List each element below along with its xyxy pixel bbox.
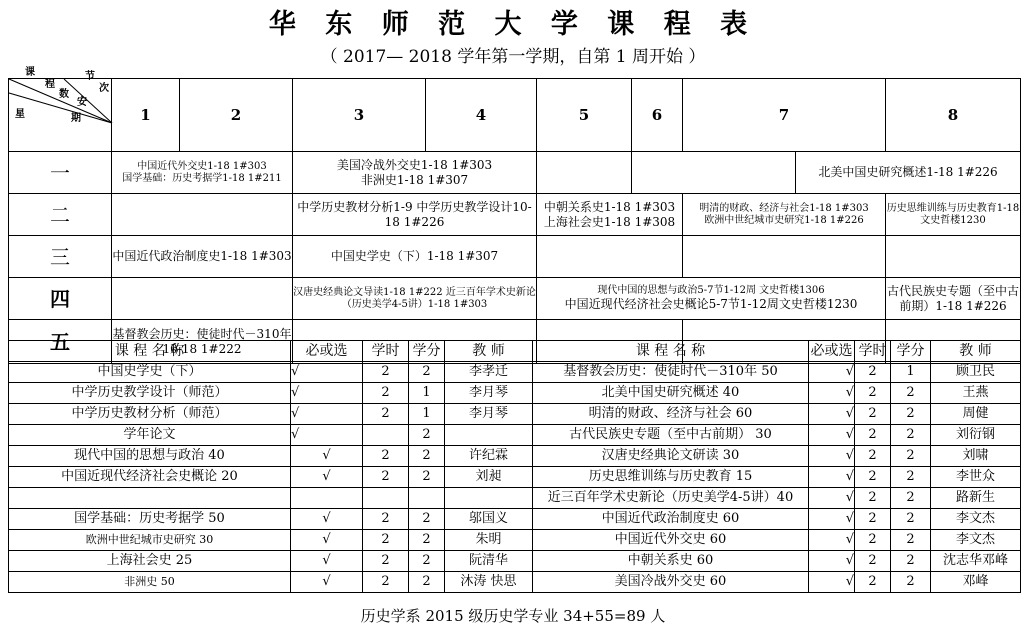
column-header-req: 必或选 bbox=[809, 341, 855, 362]
column-header-credit: 学分 bbox=[409, 341, 445, 362]
course-right-hours: 2 bbox=[855, 488, 891, 509]
schedule-cell: 中学历史教材分析1-9 中学历史教学设计10-18 1#226 bbox=[293, 194, 537, 236]
course-right-teacher: 刘啸 bbox=[931, 446, 1021, 467]
course-left-req: √ bbox=[291, 383, 363, 404]
course-right-credit: 1 bbox=[891, 362, 931, 383]
course-right-hours: 2 bbox=[855, 383, 891, 404]
course-left-req: √ bbox=[291, 551, 363, 572]
schedule-cell bbox=[112, 278, 293, 320]
course-left-req: √ bbox=[291, 530, 363, 551]
course-left-credit: 2 bbox=[409, 362, 445, 383]
course-left-credit: 2 bbox=[409, 551, 445, 572]
table-row bbox=[9, 509, 1021, 530]
schedule-cell bbox=[632, 152, 796, 194]
course-right-teacher: 李文杰 bbox=[931, 509, 1021, 530]
column-header-teacher: 教 师 bbox=[931, 341, 1021, 362]
course-right-name: 中朝关系史 60 bbox=[533, 551, 809, 572]
course-left-name: 国学基础：历史考据学 50 bbox=[9, 509, 291, 530]
course-left-hours bbox=[363, 488, 409, 509]
course-left-name: 中学历史教学设计（师范） bbox=[9, 383, 291, 404]
course-right-name: 汉唐史经典论文研读 30 bbox=[533, 446, 809, 467]
course-rows bbox=[9, 362, 1021, 593]
footer-note: 历史学系 2015 级历史学专业 34+55=89 人 bbox=[360, 607, 666, 625]
course-right-name: 明清的财政、经济与社会 60 bbox=[533, 404, 809, 425]
course-right-credit: 2 bbox=[891, 404, 931, 425]
corner-label: 程 bbox=[45, 79, 55, 90]
course-right-name: 中国近代政治制度史 60 bbox=[533, 509, 809, 530]
course-left-name: 学年论文 bbox=[9, 425, 291, 446]
course-left-name: 非洲史 50 bbox=[9, 572, 291, 593]
course-left-name: 欧洲中世纪城市史研究 30 bbox=[9, 530, 291, 551]
course-left-hours: 2 bbox=[363, 383, 409, 404]
course-right-req: √ bbox=[809, 572, 855, 593]
course-right-hours: 2 bbox=[855, 572, 891, 593]
table-row bbox=[9, 362, 1021, 383]
course-left-req bbox=[291, 488, 363, 509]
course-right-req: √ bbox=[809, 404, 855, 425]
page-subtitle: （ 2017— 2018 学年第一学期，自第 1 周开始 ） bbox=[320, 47, 706, 67]
column-header-teacher: 教 师 bbox=[445, 341, 533, 362]
course-right-hours: 2 bbox=[855, 362, 891, 383]
course-right-name: 中国近代外交史 60 bbox=[533, 530, 809, 551]
course-left-name: 现代中国的思想与政治 40 bbox=[9, 446, 291, 467]
course-left-req: √ bbox=[291, 404, 363, 425]
course-entry: 非洲史1-18 1#307 bbox=[360, 172, 469, 187]
schedule-cell: 基督教会历史：使徒时代－310年10-18 1#222 bbox=[112, 320, 293, 364]
course-right-teacher: 邓峰 bbox=[931, 572, 1021, 593]
course-left-credit: 1 bbox=[409, 404, 445, 425]
column-header-credit: 学分 bbox=[891, 341, 931, 362]
course-right-name: 历史思维训练与历史教育 15 bbox=[533, 467, 809, 488]
course-right-name: 古代民族史专题（至中古前期） 30 bbox=[533, 425, 809, 446]
course-entry: 中朝关系史1-18 1#303 bbox=[543, 200, 676, 215]
schedule-cell bbox=[112, 152, 293, 194]
period-header: 7 bbox=[683, 79, 886, 152]
period-header: 6 bbox=[632, 79, 683, 152]
course-right-hours: 2 bbox=[855, 509, 891, 530]
schedule-cell: 古代民族史专题（至中古前期）1-18 1#226 bbox=[886, 278, 1021, 320]
period-header: 5 bbox=[537, 79, 632, 152]
course-left-req: √ bbox=[291, 467, 363, 488]
schedule-cell: 中国近代政治制度史1-18 1#303 bbox=[112, 236, 293, 278]
course-right-credit: 2 bbox=[891, 551, 931, 572]
course-left-teacher: 李月琴 bbox=[445, 404, 533, 425]
course-right-teacher: 李世众 bbox=[931, 467, 1021, 488]
course-right-req: √ bbox=[809, 425, 855, 446]
schedule-cell bbox=[886, 236, 1021, 278]
schedule-cell bbox=[537, 278, 886, 320]
day-label: 三 bbox=[9, 236, 112, 278]
course-right-credit: 2 bbox=[891, 446, 931, 467]
course-right-req: √ bbox=[809, 488, 855, 509]
day-label: 五 bbox=[9, 320, 112, 364]
course-left-hours: 2 bbox=[363, 530, 409, 551]
corner-label: 课 bbox=[25, 67, 35, 78]
schedule-cell bbox=[112, 194, 293, 236]
corner-label: 期 bbox=[71, 113, 81, 124]
course-entry: 中国近现代经济社会史概论5-7节1-12周文史哲楼1230 bbox=[564, 297, 858, 312]
course-list-table bbox=[8, 340, 1021, 593]
course-left-hours: 2 bbox=[363, 551, 409, 572]
course-right-name: 美国冷战外交史 60 bbox=[533, 572, 809, 593]
corner-label: 安 bbox=[77, 97, 87, 108]
course-entry: 欧洲中世纪城市史研究1-18 1#226 bbox=[704, 214, 864, 226]
course-right-req: √ bbox=[809, 446, 855, 467]
course-left-req: √ bbox=[291, 446, 363, 467]
course-left-credit: 2 bbox=[409, 425, 445, 446]
course-left-teacher bbox=[445, 425, 533, 446]
course-left-teacher: 朱明 bbox=[445, 530, 533, 551]
course-left-teacher: 沐涛 快思 bbox=[445, 572, 533, 593]
course-entry: 明清的财政、经济与社会1-18 1#303 bbox=[699, 202, 869, 214]
course-left-teacher: 李孝迁 bbox=[445, 362, 533, 383]
course-right-credit: 2 bbox=[891, 488, 931, 509]
course-entry: 中国近代外交史1-18 1#303 bbox=[137, 160, 267, 172]
course-entry: 美国冷战外交史1-18 1#303 bbox=[336, 158, 493, 173]
course-left-hours: 2 bbox=[363, 572, 409, 593]
corner-label: 数 bbox=[59, 89, 69, 100]
course-right-req: √ bbox=[809, 551, 855, 572]
table-row bbox=[9, 383, 1021, 404]
course-left-teacher: 刘昶 bbox=[445, 467, 533, 488]
schedule-cell: 历史思维训练与历史教育1-18 文史哲楼1230 bbox=[886, 194, 1021, 236]
table-row bbox=[9, 488, 1021, 509]
course-right-teacher: 沈志华邓峰 bbox=[931, 551, 1021, 572]
column-header-hours: 学时 bbox=[855, 341, 891, 362]
course-left-credit: 2 bbox=[409, 509, 445, 530]
column-header-name: 课 程 名 称 bbox=[9, 341, 291, 362]
corner-label: 次 bbox=[99, 83, 109, 94]
course-left-hours bbox=[363, 425, 409, 446]
schedule-cell: 北美中国史研究概述1-18 1#226 bbox=[796, 152, 1021, 194]
course-left-teacher: 阮清华 bbox=[445, 551, 533, 572]
schedule-cell bbox=[683, 236, 886, 278]
day-label: 二 bbox=[9, 194, 112, 236]
schedule-cell bbox=[293, 152, 537, 194]
header-corner-cell bbox=[9, 67, 112, 152]
course-right-req: √ bbox=[809, 467, 855, 488]
course-left-name: 中国史学史（下） bbox=[9, 362, 291, 383]
course-left-name: 上海社会史 25 bbox=[9, 551, 291, 572]
schedule-cell bbox=[537, 236, 683, 278]
course-right-credit: 2 bbox=[891, 383, 931, 404]
course-right-hours: 2 bbox=[855, 530, 891, 551]
course-left-hours: 2 bbox=[363, 446, 409, 467]
course-right-teacher: 周健 bbox=[931, 404, 1021, 425]
schedule-cell: 汉唐史经典论文导读1-18 1#222 近三百年学术史新论（历史美学4-5讲）1-18 1#303 bbox=[293, 278, 537, 320]
course-right-hours: 2 bbox=[855, 551, 891, 572]
course-right-name: 北美中国史研究概述 40 bbox=[533, 383, 809, 404]
period-header: 3 bbox=[293, 79, 426, 152]
course-left-credit: 2 bbox=[409, 446, 445, 467]
column-header-name: 课 程 名 称 bbox=[533, 341, 809, 362]
course-right-teacher: 李文杰 bbox=[931, 530, 1021, 551]
course-left-name bbox=[9, 488, 291, 509]
course-entry: 国学基础：历史考据学1-18 1#211 bbox=[122, 172, 282, 184]
course-left-credit: 2 bbox=[409, 530, 445, 551]
table-row bbox=[9, 551, 1021, 572]
schedule-cell bbox=[537, 152, 632, 194]
course-left-hours: 2 bbox=[363, 509, 409, 530]
course-right-credit: 2 bbox=[891, 509, 931, 530]
course-left-teacher: 李月琴 bbox=[445, 383, 533, 404]
table-row bbox=[9, 404, 1021, 425]
period-header: 4 bbox=[426, 79, 537, 152]
course-right-req: √ bbox=[809, 362, 855, 383]
period-header: 8 bbox=[886, 79, 1021, 152]
course-right-hours: 2 bbox=[855, 446, 891, 467]
course-left-hours: 2 bbox=[363, 362, 409, 383]
course-left-credit: 1 bbox=[409, 383, 445, 404]
table-row bbox=[9, 446, 1021, 467]
course-left-req: √ bbox=[291, 509, 363, 530]
course-right-credit: 2 bbox=[891, 572, 931, 593]
course-left-credit bbox=[409, 488, 445, 509]
table-row bbox=[9, 425, 1021, 446]
schedule-cell: 中国史学史（下）1-18 1#307 bbox=[293, 236, 537, 278]
course-right-credit: 2 bbox=[891, 425, 931, 446]
period-header: 2 bbox=[180, 79, 293, 152]
day-label: 四 bbox=[9, 278, 112, 320]
table-row bbox=[9, 467, 1021, 488]
schedule-cell bbox=[683, 194, 886, 236]
course-right-teacher: 顾卫民 bbox=[931, 362, 1021, 383]
course-left-req: √ bbox=[291, 572, 363, 593]
course-left-name: 中学历史教材分析（师范） bbox=[9, 404, 291, 425]
corner-label: 节 bbox=[85, 71, 95, 82]
column-header-req: 必或选 bbox=[291, 341, 363, 362]
course-right-teacher: 刘衍钢 bbox=[931, 425, 1021, 446]
course-left-teacher: 许纪霖 bbox=[445, 446, 533, 467]
course-entry: 上海社会史1-18 1#308 bbox=[543, 214, 676, 229]
course-right-hours: 2 bbox=[855, 404, 891, 425]
course-left-teacher: 邬国义 bbox=[445, 509, 533, 530]
day-label: 一 bbox=[9, 152, 112, 194]
schedule-table bbox=[8, 67, 1021, 364]
course-right-teacher: 王燕 bbox=[931, 383, 1021, 404]
course-left-credit: 2 bbox=[409, 467, 445, 488]
course-right-hours: 2 bbox=[855, 425, 891, 446]
course-entry: 现代中国的思想与政治5-7节1-12周 文史哲楼1306 bbox=[597, 285, 825, 297]
schedule-cell bbox=[537, 194, 683, 236]
page-title: 华 东 师 范 大 学 课 程 表 bbox=[268, 9, 758, 40]
course-left-teacher bbox=[445, 488, 533, 509]
course-left-name: 中国近现代经济社会史概论 20 bbox=[9, 467, 291, 488]
course-right-name: 近三百年学术史新论（历史美学4-5讲）40 bbox=[533, 488, 809, 509]
course-right-teacher: 路新生 bbox=[931, 488, 1021, 509]
course-left-req: √ bbox=[291, 425, 363, 446]
table-row bbox=[9, 572, 1021, 593]
corner-label: 星 bbox=[15, 109, 25, 120]
course-right-req: √ bbox=[809, 530, 855, 551]
column-header-hours: 学时 bbox=[363, 341, 409, 362]
course-right-name: 基督教会历史：使徒时代－310年 50 bbox=[533, 362, 809, 383]
course-left-credit: 2 bbox=[409, 572, 445, 593]
course-right-req: √ bbox=[809, 509, 855, 530]
period-header: 1 bbox=[112, 79, 180, 152]
table-row bbox=[9, 530, 1021, 551]
course-left-hours: 2 bbox=[363, 467, 409, 488]
course-left-hours: 2 bbox=[363, 404, 409, 425]
course-right-hours: 2 bbox=[855, 467, 891, 488]
course-right-credit: 2 bbox=[891, 467, 931, 488]
course-right-credit: 2 bbox=[891, 530, 931, 551]
course-right-req: √ bbox=[809, 383, 855, 404]
course-left-req: √ bbox=[291, 362, 363, 383]
